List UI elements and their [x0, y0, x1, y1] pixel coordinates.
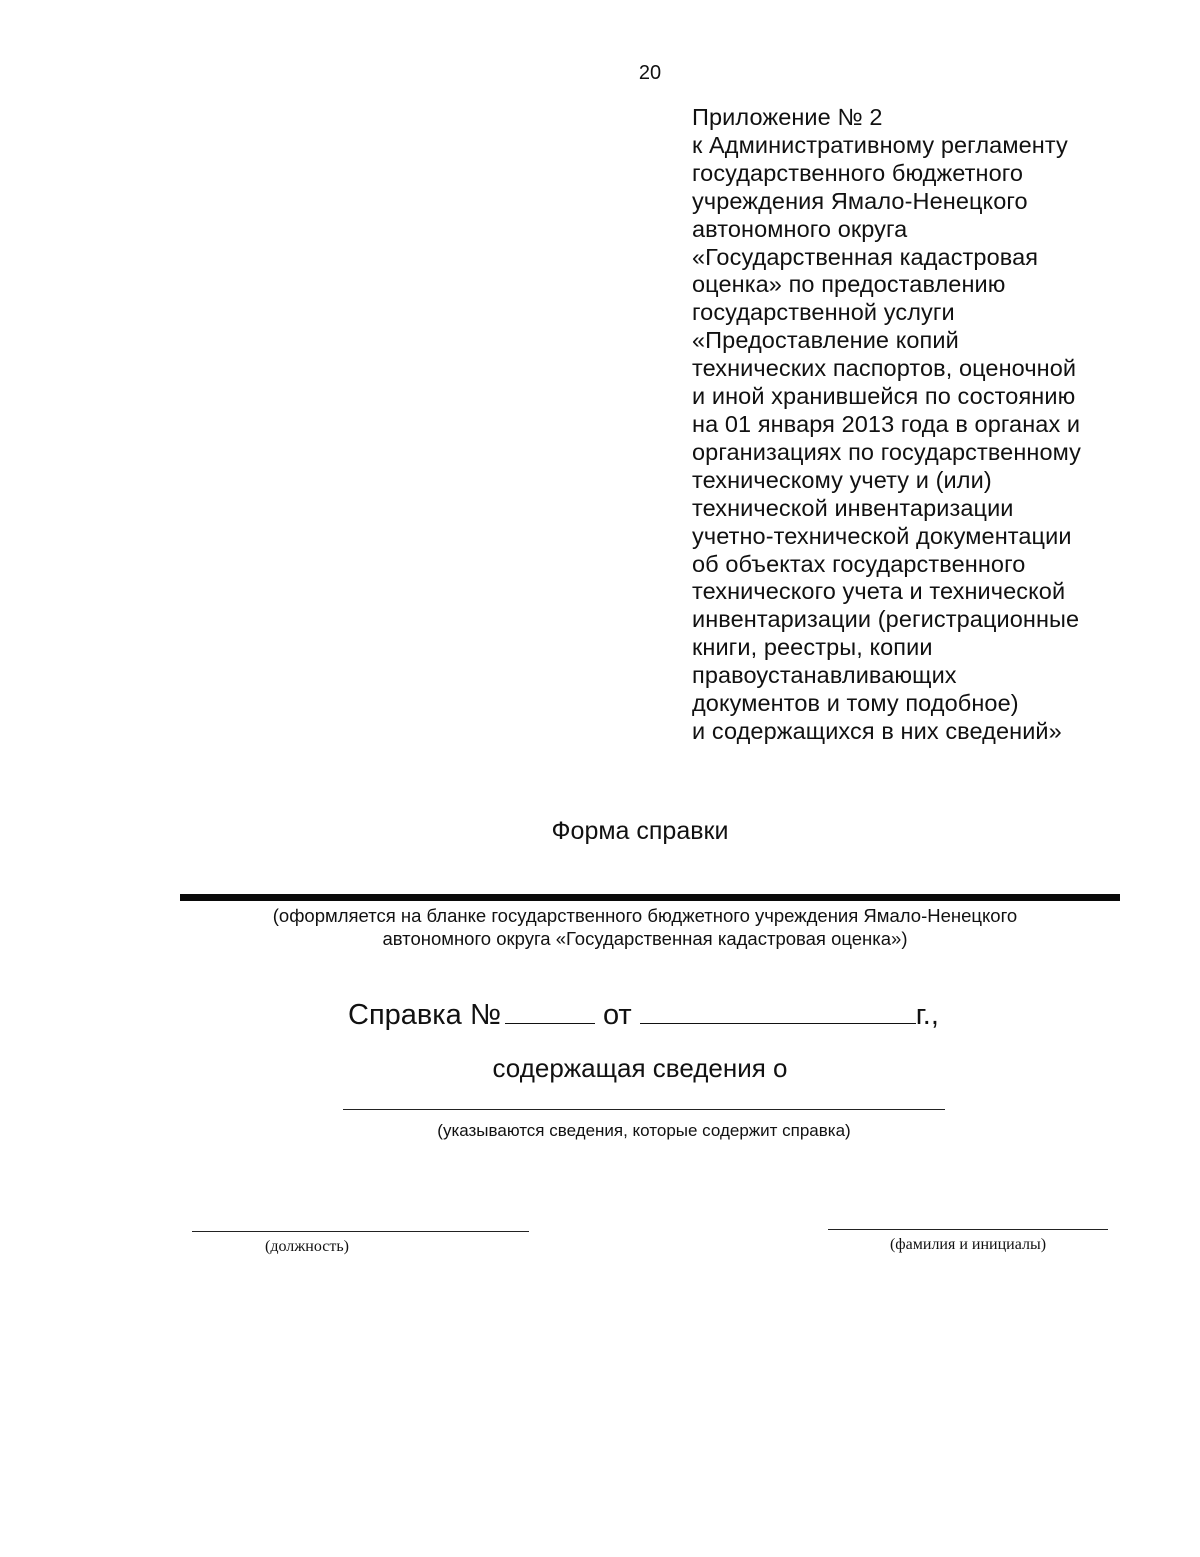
- appendix-line: государственной услуги: [692, 299, 955, 326]
- appendix-line: техническому учету и (или): [692, 466, 992, 493]
- appendix-line: к Административному регламенту: [692, 131, 1068, 158]
- contains-heading: содержащая сведения о: [492, 1053, 788, 1083]
- appendix-line: и иной хранившейся по состоянию: [692, 383, 1076, 410]
- appendix-line: инвентаризации (регистрационные: [692, 606, 1080, 633]
- name-blank-line[interactable]: [828, 1229, 1108, 1230]
- appendix-line: учетно-технической документации: [692, 522, 1072, 549]
- letterhead-note-line-1: (оформляется на бланке государственного бюджетного учреждения Ямало-Ненецкого: [272, 905, 1018, 926]
- letterhead-note: [190, 904, 1100, 950]
- appendix-header: [692, 104, 1172, 746]
- page-number: 20: [638, 62, 662, 84]
- appendix-line: государственного бюджетного: [692, 159, 1024, 186]
- position-blank-line[interactable]: [192, 1231, 529, 1232]
- info-blank-line[interactable]: [343, 1109, 945, 1110]
- certificate-date-blank[interactable]: [640, 999, 916, 1024]
- appendix-line: «Государственная кадастровая: [692, 243, 1039, 270]
- form-title: Форма справки: [551, 817, 729, 845]
- appendix-line: технических паспортов, оценочной: [692, 355, 1077, 382]
- appendix-line: технической инвентаризации: [692, 494, 1014, 521]
- appendix-line: документов и тому подобное): [692, 690, 1019, 717]
- appendix-line: оценка» по предоставлению: [692, 271, 1006, 298]
- letterhead-note-line-2: автономного округа «Государственная кадастровая оценка»): [382, 928, 908, 949]
- appendix-line: технического учета и технической: [692, 578, 1066, 605]
- certificate-year-suffix: г.,: [915, 999, 939, 1031]
- appendix-line: правоустанавливающих: [692, 662, 957, 689]
- appendix-line: автономного округа: [692, 215, 908, 242]
- letterhead-rule: [180, 894, 1120, 901]
- appendix-line: и содержащихся в них сведений»: [692, 717, 1062, 744]
- name-caption: (фамилия и инициалы): [889, 1236, 1047, 1253]
- info-caption: (указываются сведения, которые содержит справка): [437, 1121, 851, 1140]
- appendix-line: об объектах государственного: [692, 550, 1026, 577]
- appendix-line: учреждения Ямало-Ненецкого: [692, 187, 1028, 214]
- certificate-heading: [348, 998, 939, 1032]
- certificate-from-word: от: [602, 999, 632, 1031]
- certificate-number-blank[interactable]: [505, 999, 595, 1024]
- position-caption: (должность): [265, 1238, 349, 1255]
- appendix-line: организациях по государственному: [692, 438, 1082, 465]
- appendix-line: книги, реестры, копии: [692, 634, 933, 661]
- appendix-line: Приложение № 2: [692, 104, 883, 130]
- appendix-line: на 01 января 2013 года в органах и: [692, 410, 1081, 437]
- certificate-prefix: Справка №: [348, 999, 501, 1031]
- appendix-line: «Предоставление копий: [692, 327, 959, 354]
